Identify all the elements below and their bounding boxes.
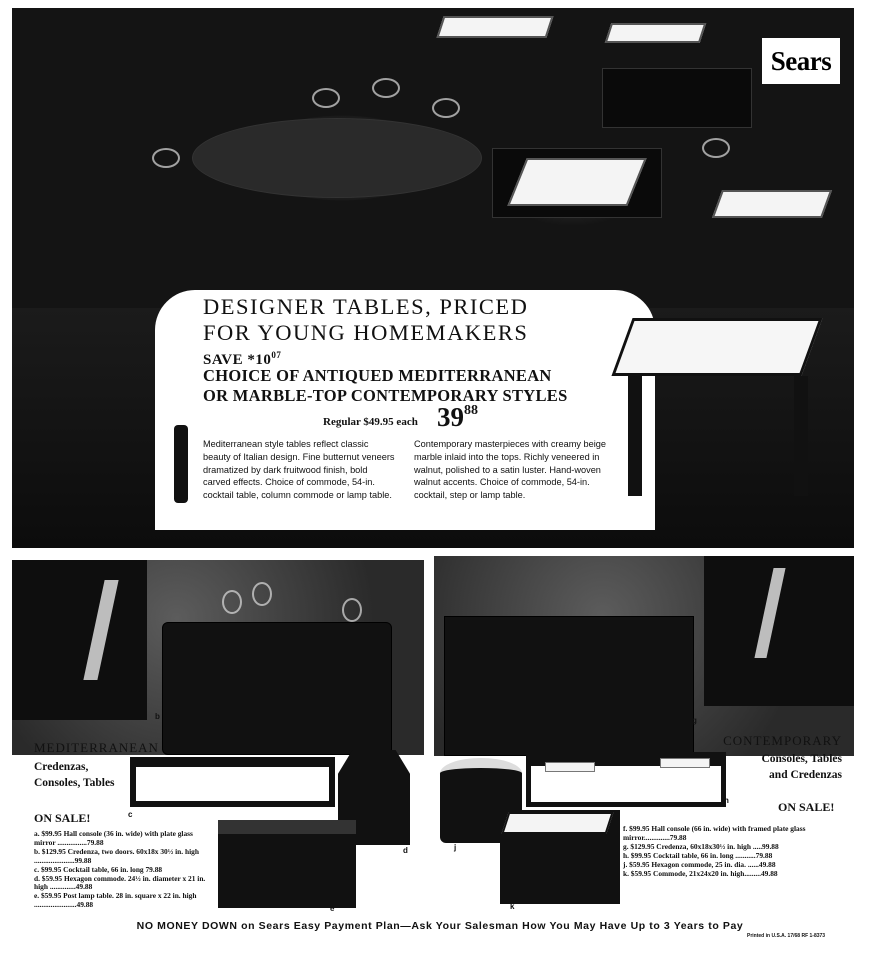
save-cents: 07 [271, 350, 282, 360]
item-letter-b: b [155, 712, 160, 721]
marble-side-table-top [611, 318, 822, 376]
sale-price [437, 402, 478, 433]
mediterranean-price-list [34, 830, 214, 910]
candle-ornament [432, 98, 460, 118]
mediterranean-credenza [162, 622, 392, 755]
mediterranean-subtitle [34, 759, 115, 791]
mediterranean-table [192, 118, 482, 198]
headline-title [203, 294, 623, 346]
headline-panel [155, 290, 655, 530]
price-list-item: b. $129.95 Credenza, two doors. 60x18x 30½ in. high ......................99.88 [34, 846, 199, 865]
save-dollars: *10 [247, 352, 272, 368]
payment-plan-footer: NO MONEY DOWN on Sears Easy Payment Plan—Ask Your Salesman How You May Have Up to 3 Years to Pay [136, 920, 744, 932]
marble-table-top [712, 190, 832, 218]
contemporary-console [602, 68, 752, 128]
contemporary-subtitle [761, 751, 842, 783]
price-list-item: k. $59.95 Commode, 21x24x20 in. high.........49.88 [623, 868, 778, 878]
contemporary-title: CONTEMPORARY [723, 733, 842, 748]
regular-price: Regular $49.95 each [323, 416, 418, 428]
table-leg [174, 425, 188, 503]
print-code: Printed in U.S.A. 17/68 RF 1-8373 [747, 933, 826, 939]
marble-side-table [622, 318, 812, 498]
marble-table-top [507, 158, 646, 206]
marble-inlay [501, 812, 613, 834]
marble-inlay [545, 762, 595, 772]
price-list-item: j. $59.95 Hexagon commode, 25 in. dia. ......49.88 [623, 859, 776, 869]
mediterranean-subtitle-line: Credenzas, [34, 761, 89, 773]
choice-heading [203, 366, 633, 406]
plate-ornament [222, 590, 242, 614]
choice-line: OR MARBLE-TOP CONTEMPORARY STYLES [203, 386, 568, 405]
marble-table-top [605, 23, 706, 43]
choice-line: CHOICE OF ANTIQUED MEDITERRANEAN [203, 366, 552, 385]
item-letter-d: d [403, 846, 408, 855]
price-list-item: c. $99.95 Cocktail table, 66 in. long 79.88 [34, 864, 163, 874]
contemporary-photo [434, 556, 854, 756]
mediterranean-cocktail-table [130, 757, 335, 807]
save-prefix: SAVE [203, 352, 248, 368]
candle-ornament [702, 138, 730, 158]
sale-price-dollars: 39 [437, 402, 464, 432]
contemporary-credenza [444, 616, 694, 756]
item-letter-k: k [510, 902, 515, 911]
price-list-item: e. $59.95 Post lamp table. 28 in. square x 22 in. high .......................49.88 [34, 891, 197, 910]
mediterranean-lamp-table [218, 820, 356, 908]
marble-inlay [660, 758, 710, 768]
price-list-item: h. $99.95 Cocktail table, 66 in. long ...........79.88 [623, 850, 773, 860]
mediterranean-description: Mediterranean style tables reflect classic beauty of Italian design. Fine butternut veneers dramatized by dark fruitwood finish, bold carved effects. Choice of commode, 54-in. cocktail table, column commode or lamp table. [203, 439, 395, 501]
marble-table-top [436, 16, 553, 38]
contemporary-subtitle-line: and Credenzas [769, 769, 842, 781]
item-letter-g: g [692, 716, 697, 725]
candle-ornament [372, 78, 400, 98]
marble-side-table-legs [628, 376, 808, 496]
sale-price-cents: 88 [464, 403, 478, 418]
contemporary-subtitle-line: Consoles, Tables [761, 753, 842, 765]
sears-logo: Sears [762, 38, 840, 84]
mediterranean-subtitle-line: Consoles, Tables [34, 777, 115, 789]
mediterranean-title: MEDITERRANEAN [34, 740, 159, 755]
item-letter-c: c [128, 810, 133, 819]
candle-ornament [152, 148, 180, 168]
contemporary-on-sale: ON SALE! [778, 800, 835, 814]
plate-ornament [252, 582, 272, 606]
price-list-item: d. $59.95 Hexagon commode. 24½ in. diameter x 21 in. high ..............49.88 [34, 873, 206, 892]
price-list-item: f. $99.95 Hall console (66 in. wide) with framed plate glass mirror..............79.88 [623, 824, 806, 842]
mediterranean-photo [12, 560, 424, 755]
contemporary-description: Contemporary masterpieces with creamy beige marble inlaid into the tops. Richly veneered in walnut, polished to a satin luster. Hand-woven walnut accents. Choice of commode, 54-in. cocktail, step or lamp table. [414, 439, 606, 501]
headline-title-line: DESIGNER TABLES, PRICED [203, 294, 529, 319]
item-letter-h: h [724, 796, 729, 805]
headline-title-line: FOR YOUNG HOMEMAKERS [203, 320, 529, 345]
wall-panel [12, 560, 147, 720]
mediterranean-on-sale: ON SALE! [34, 811, 91, 825]
candle-ornament [312, 88, 340, 108]
item-letter-j: j [454, 843, 457, 852]
price-list-item: g. $129.95 Credenza, 60x18x30½ in. high .....99.88 [623, 841, 779, 851]
price-list-item: a. $99.95 Hall console (36 in. wide) with plate glass mirror ................79.88 [34, 829, 193, 847]
contemporary-price-list [623, 825, 845, 878]
item-letter-e: e [330, 904, 335, 913]
plate-ornament [342, 598, 362, 622]
